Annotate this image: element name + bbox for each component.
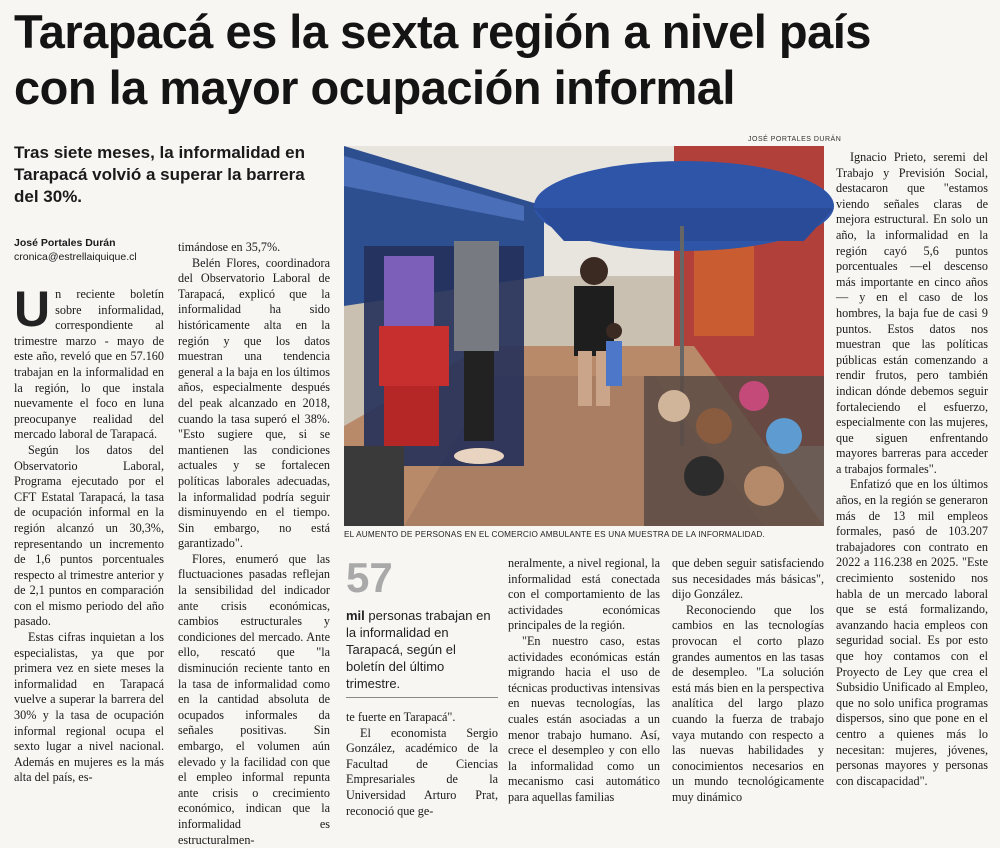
photo-credit: JOSÉ PORTALES DURÁN [748,136,842,143]
paragraph: te fuerte en Tarapacá". [346,710,456,724]
article-column-3 [346,710,498,819]
article-column-1 [14,281,164,786]
drop-cap: U [14,281,51,337]
headline [14,4,989,116]
street-vendors-photo [344,146,824,526]
paragraph: Ignacio Prieto, seremi del Trabajo y Previsión Social, destacaron que "estamos viendo señales claras de mejora estructural. En solo un año, la informalidad en la región cayó 5,6 puntos porcentuales —el descenso más importante en cinco años— y en el caso de los hombres, la baja fue de casi 9 puntos. Estos datos nos muestran que las políticas públicas están comenzando a rendir frutos, pero también indican dónde debemos seguir fortaleciendo el esfuerzo, especialmente con las mujeres, que siguen enfrentando mayores barreras para acceder a trabajos formales". [836,150,988,476]
divider [346,697,498,698]
paragraph: Estas cifras inquietan a los especialistas, ya que por primera vez en siete meses la informalidad en Tarapacá vuelve a superar la barrera del 30% y la tasa de ocupación informal regional ocupa el sexto lugar a nivel nacional. Además en mujeres es la más alta del país, es- [14,630,164,785]
paragraph: El economista Sergio González, académico de la Facultad de Ciencias Empresariales de la Universidad Arturo Prat, reconoció que ge- [346,725,498,818]
photo-illustration [344,146,824,526]
article-column-6 [836,150,988,789]
paragraph: Enfatizó que en los últimos años, en la región se generaron más de 13 mil empleos formales, pasó de 103.207 trabajadores con contrato en 2022 a 116.238 en 2025. "Este crecimiento sostenido nos habla de un mercado laboral que se está formalizando, avanzando hacia empleos con seguridad social. Es por esto que hoy contamos con el Proyecto de Ley que crea el Subsidio Unificado al Empleo, que no solo unifica programas dispersos, sino que pone en el centro a quienes más lo necesitan: mujeres, jóvenes, personas mayores y personas con discapacidad". [836,477,988,788]
byline-email[interactable]: cronica@estrellaiquique.cl [14,251,137,263]
paragraph: Un reciente boletín sobre informalidad, correspondiente al trimestre marzo - mayo de este año, reveló que en 57.160 trabajan en la informalidad en la región, lo que instala nuevamente el foco en luna preocupanye realidad del mercado laboral de Tarapacá. [14,281,164,442]
article-column-2 [178,240,330,848]
callout-number: 57 [346,554,393,601]
headline-line-2: con la mayor ocupación informal [14,61,735,114]
callout-lead: mil [346,608,365,623]
headline-line-1: Tarapacá es la sexta región a nivel país [14,5,871,58]
article-column-4 [508,556,660,806]
paragraph: neralmente, a nivel regional, la informalidad está conectada con el comportamiento de las actividades económicas principales de la región. [508,556,660,633]
paragraph: Flores, enumeró que las fluctuaciones pasadas reflejan la sensibilidad del indicador ante crisis económicas, cambios estructurales y condiciones del mercado. Ante ello, rescató que "la disminución reciente tanto en la tasa de informalidad como en la cantidad absoluta de ocupados informales da señales positivas. Sin embargo, el volumen aún elevado y la facilidad con que el empleo informal repunta ante crisis o crecimiento económico, indican que la informalidad es estructuralmen- [178,551,330,847]
paragraph: Belén Flores, coordinadora del Observatorio Laboral de Tarapacá, explicó que la informalidad ha sido históricamente alta en la región y que los datos muestran una tendencia general a la baja en los últimos años, especialmente después del peak alcanzado en 2018, cuando la tasa superó el 38%. "Esto sugiere que, si se mantienen las condiciones actuales y se fortalecen políticas laborales adecuadas, la informalidad podría seguir disminuyendo en el tiempo. Sin embargo, no está garantizado". [178,255,330,551]
byline-author: José Portales Durán [14,237,116,249]
photo-caption: EL AUMENTO DE PERSONAS EN EL COMERCIO AMBULANTE ES UNA MUESTRA DE LA INFORMALIDAD. [344,530,766,539]
paragraph: "En nuestro caso, estas actividades económicas están migrando hacia el uso de técnicas productivas intensivas en nuevas tecnologías, las cuales están asociadas a un menor trabajo humano. Así, crece el desempleo y con ello la informalidad como un mecanismo casi automático para aquellas familias [508,633,660,804]
paragraph: timándose en 35,7%. [178,240,281,254]
paragraph: Reconociendo que los cambios en las tecnologías provocan el corto plazo grandes aumentos en las tasas de desempleo. "La solución está más bien en la perspectiva analítica del largo plazo cuando la fuerza de trabajo vaya mutando con respecto a las nuevas habilidades y conocimientos necesarios en un mundo tecnológicamente muy dinámico [672,602,824,804]
paragraph: Según los datos del Observatorio Laboral, Programa ejecutado por el CFT Estatal Tarapacá, la tasa de ocupación informal en la región alcanzó un 30,3%, representando un incremento de 1,6 puntos porcentuales respecto al trimestre anterior y de 2,1 puntos en comparación con el mismo periodo del año pasado. [14,442,164,629]
callout-text: mil personas trabajan en la informalidad en Tarapacá, según el boletín del último trimestre. [346,608,491,691]
byline [14,236,137,264]
deck: Tras siete meses, la informalidad en Tarapacá volvió a superar la barrera del 30%. [14,143,306,206]
article-column-5 [672,556,824,806]
paragraph: que deben seguir satisfaciendo sus necesidades más básicas", dijo González. [672,556,824,602]
